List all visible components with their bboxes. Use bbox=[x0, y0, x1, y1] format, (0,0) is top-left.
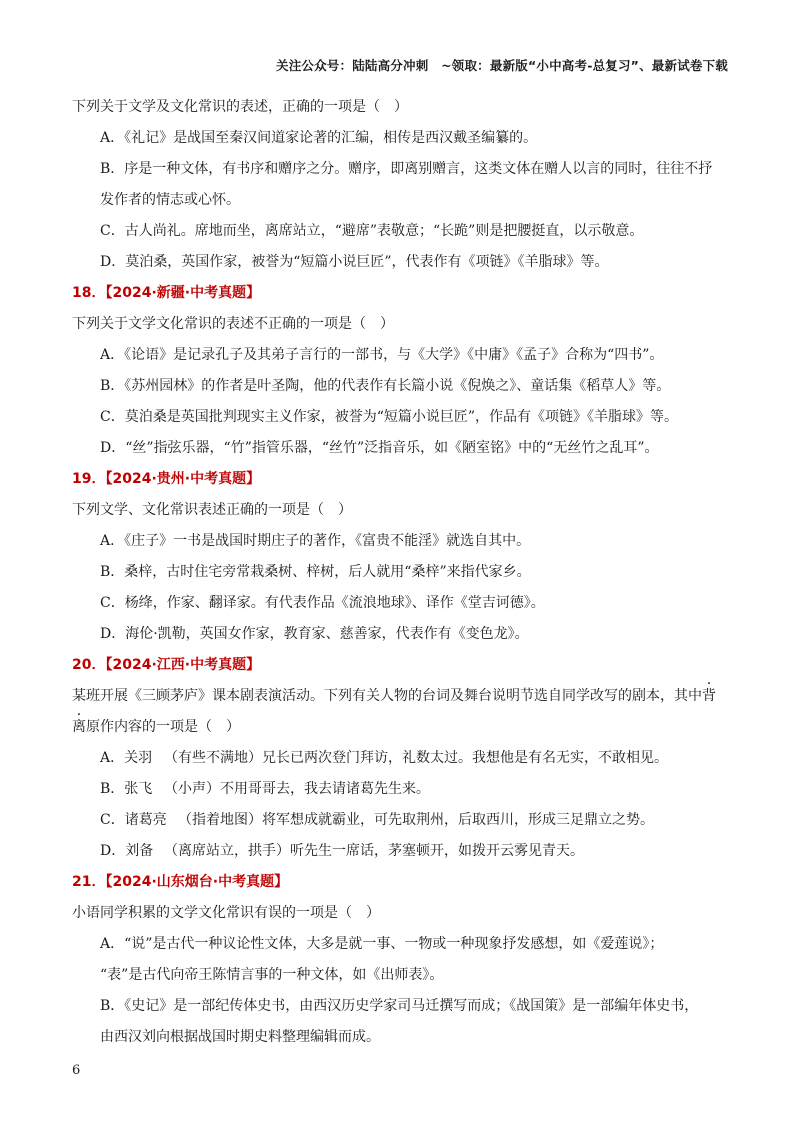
q20-option-b-role: B．张飞 bbox=[100, 781, 153, 797]
q19-stem: 下列文学、文化常识表述正确的一项是（ ） bbox=[72, 502, 352, 518]
q20-option-b-text: （小声）不用哥哥去，我去请诸葛先生来。 bbox=[164, 781, 430, 797]
q20-heading bbox=[72, 654, 732, 676]
q20-stem-emphasis-1: 背 bbox=[702, 688, 716, 704]
q20-option-a-text: （有些不满地）兄长已两次登门拜访，礼数太过。我想他是有名无实，不敢相见。 bbox=[164, 750, 668, 766]
q17-option-d: D．莫泊桑，英国作家，被誉为“短篇小说巨匠”，代表作有《项链》《羊脂球》等。 bbox=[100, 254, 609, 270]
q21-option-a: A．“说”是古代一种议论性文体，大多是就一事、一物或一种现象抒发感想，如《爱莲说》； bbox=[100, 936, 664, 952]
page-number: 6 bbox=[72, 1063, 81, 1078]
q21-source-tag: 【2024·山东烟台·中考真题】 bbox=[105, 874, 289, 890]
q20-option-a-role: A．关羽 bbox=[100, 750, 153, 766]
q20-option-d-text: （离席站立，拱手）听先生一席话，茅塞顿开，如拨开云雾见青天。 bbox=[164, 843, 584, 859]
q21-number: 21． bbox=[72, 874, 106, 890]
q18-heading bbox=[72, 282, 732, 304]
q21-heading bbox=[72, 871, 732, 893]
q20-option-d bbox=[72, 840, 732, 862]
q19-heading bbox=[72, 468, 732, 490]
q18-number: 18． bbox=[72, 285, 106, 301]
q19-option-b: B．桑梓，古时住宅旁常栽桑树、梓树，后人就用“桑梓”来指代家乡。 bbox=[100, 564, 531, 580]
q19-source-tag: 【2024·贵州·中考真题】 bbox=[105, 471, 261, 487]
q17-option-b: B．序是一种文体，有书序和赠序之分。赠序，即离别赠言，这类文体在赠人以言的同时，往往不抒 bbox=[100, 161, 713, 177]
q18-option-c: C．莫泊桑是英国批判现实主义作家，被誉为“短篇小说巨匠”，作品有《项链》《羊脂球》等。 bbox=[100, 409, 679, 425]
q20-number: 20． bbox=[72, 657, 106, 673]
q18-option-d: D．“丝”指弦乐器，“竹”指管乐器，“丝竹”泛指音乐，如《陋室铭》中的“无丝竹之乱耳”。 bbox=[100, 440, 659, 456]
q20-stem bbox=[72, 685, 732, 707]
q20-stem-part2: 原作内容的一项是（ ） bbox=[86, 719, 240, 735]
q19-number: 19． bbox=[72, 471, 106, 487]
q20-option-c bbox=[72, 809, 732, 831]
page-content bbox=[72, 96, 732, 1048]
q17-option-b-cont: 发作者的情志或心怀。 bbox=[100, 192, 240, 208]
q20-option-a bbox=[72, 747, 732, 769]
q21-option-b: B．《史记》是一部纪传体史书，由西汉历史学家司马迁撰写而成；《战国策》是一部编年体史书， bbox=[100, 998, 699, 1014]
q20-stem-emphasis-2: 离 bbox=[72, 719, 86, 735]
page-header: 关注公众号：陆陆高分冲刺 ~领取：最新版“小中高考-总复习”、最新试卷下载 bbox=[276, 58, 728, 73]
q19-option-a: A．《庄子》一书是战国时期庄子的著作，《富贵不能淫》就选自其中。 bbox=[100, 533, 531, 549]
q21-option-b-cont: 由西汉刘向根据战国时期史料整理编辑而成。 bbox=[100, 1029, 380, 1045]
q20-option-d-role: D．刘备 bbox=[100, 843, 154, 859]
q19-option-d: D．海伦·凯勒，英国女作家，教育家、慈善家，代表作有《变色龙》。 bbox=[100, 626, 529, 642]
q17-option-a: A．《礼记》是战国至秦汉间道家论著的汇编，相传是西汉戴圣编纂的。 bbox=[100, 130, 538, 146]
q20-stem-cont bbox=[72, 716, 732, 738]
q21-option-a-cont: “表”是古代向帝王陈情言事的一种文体，如《出师表》。 bbox=[100, 967, 444, 983]
q20-option-c-text: （指着地图）将军想成就霸业，可先取荆州，后取西川，形成三足鼎立之势。 bbox=[178, 812, 654, 828]
q17-stem: 下列关于文学及文化常识的表述，正确的一项是（ ） bbox=[72, 99, 408, 115]
q19-option-c: C．杨绛，作家、翻译家。有代表作品《流浪地球》、译作《堂吉诃德》。 bbox=[100, 595, 545, 611]
q20-stem-part1: 某班开展《三顾茅庐》课本剧表演活动。下列有关人物的台词及舞台说明节选自同学改写的剧本，其中 bbox=[72, 688, 702, 704]
q17-option-c: C．古人尚礼。席地而坐，离席站立，“避席”表敬意；“长跪”则是把腰挺直，以示敬意。 bbox=[100, 223, 644, 239]
q20-source-tag: 【2024·江西·中考真题】 bbox=[105, 657, 261, 673]
q18-stem: 下列关于文学文化常识的表述不正确的一项是（ ） bbox=[72, 316, 394, 332]
q18-option-b: B．《苏州园林》的作者是叶圣陶，他的代表作有长篇小说《倪焕之》、童话集《稻草人》等。 bbox=[100, 378, 671, 394]
q21-stem: 小语同学积累的文学文化常识有误的一项是（ ） bbox=[72, 905, 380, 921]
q18-option-a: A．《论语》是记录孔子及其弟子言行的一部书，与《大学》《中庸》《孟子》合称为“四书”。 bbox=[100, 347, 664, 363]
q18-source-tag: 【2024·新疆·中考真题】 bbox=[105, 285, 261, 301]
q20-option-c-role: C．诸葛亮 bbox=[100, 812, 167, 828]
q20-option-b bbox=[72, 778, 732, 800]
